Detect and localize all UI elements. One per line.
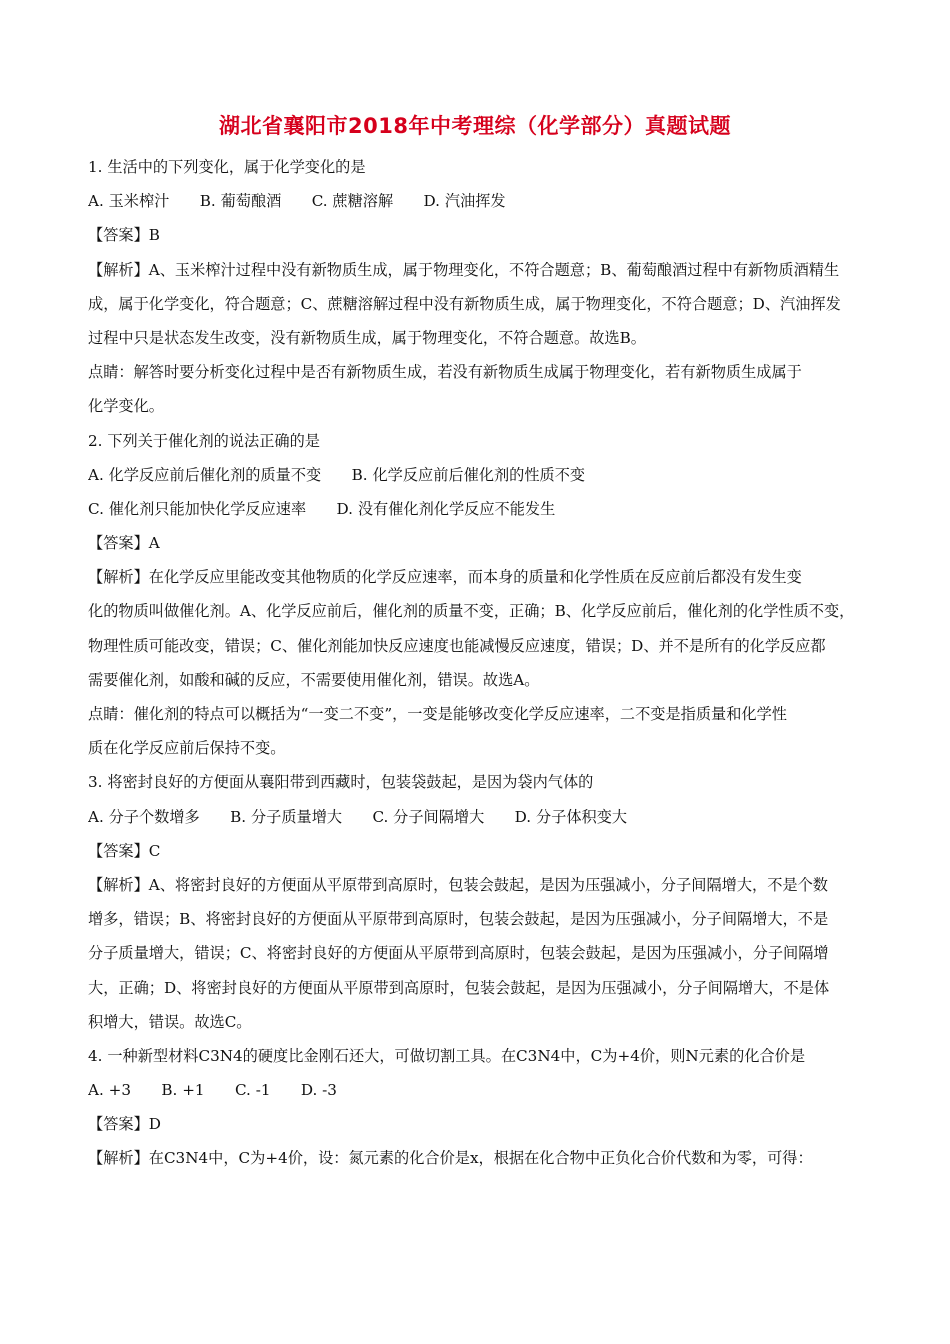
text-line: 【答案】D bbox=[88, 1115, 161, 1134]
text-line: 【答案】A bbox=[88, 534, 160, 553]
text-line: 【答案】C bbox=[88, 841, 161, 860]
text-line: 【解析】A、玉米榨汁过程中没有新物质生成，属于物理变化，不符合题意；B、葡萄酿酒过程中有新物质酒精生 bbox=[88, 260, 840, 279]
text-line: A. 玉米榨汁 B. 葡萄酿酒 C. 蔗糖溶解 D. 汽油挥发 bbox=[88, 192, 506, 211]
text-line: 【答案】B bbox=[88, 226, 160, 245]
text-line: 积增大，错误。故选C。 bbox=[88, 1012, 252, 1031]
text-line: 需要催化剂，如酸和碱的反应，不需要使用催化剂，错误。故选A。 bbox=[88, 670, 540, 689]
text-line: 物理性质可能改变，错误；C、催化剂能加快反应速度也能减慢反应速度，错误；D、并不是所有的化学反应都 bbox=[88, 636, 826, 655]
text-line: 大，正确；D、将密封良好的方便面从平原带到高原时，包装会鼓起，是因为压强减小，分子间隔增大，不是体 bbox=[88, 978, 830, 997]
text-line: A. 分子个数增多 B. 分子质量增大 C. 分子间隔增大 D. 分子体积变大 bbox=[88, 807, 628, 826]
text-line: A. +3 B. +1 C. -1 D. -3 bbox=[88, 1081, 337, 1100]
document-body bbox=[88, 150, 868, 1176]
text-line: 分子质量增大，错误；C、将密封良好的方便面从平原带到高原时，包装会鼓起，是因为压强减小，分子间隔增 bbox=[88, 944, 829, 963]
text-line: 过程中只是状态发生改变，没有新物质生成，属于物理变化，不符合题意。故选B。 bbox=[88, 328, 646, 347]
document-title: 湖北省襄阳市2018年中考理综（化学部分）真题试题 bbox=[219, 114, 731, 138]
text-line: 质在化学反应前后保持不变。 bbox=[88, 739, 286, 758]
text-line: 【解析】A、将密封良好的方便面从平原带到高原时，包装会鼓起，是因为压强减小，分子间隔增大，不是个数 bbox=[88, 875, 828, 894]
text-line: 1. 生活中的下列变化，属于化学变化的是 bbox=[88, 158, 366, 176]
text-line: 【解析】在化学反应里能改变其他物质的化学反应速率，而本身的质量和化学性质在反应前后都没有发生变 bbox=[88, 568, 802, 587]
text-line: 点睛：解答时要分析变化过程中是否有新物质生成，若没有新物质生成属于物理变化，若有新物质生成属于 bbox=[88, 363, 802, 382]
text-line: 化的物质叫做催化剂。A、化学反应前后，催化剂的质量不变，正确；B、化学反应前后，催化剂的化学性质不变， bbox=[88, 602, 855, 621]
text-line: 化学变化。 bbox=[88, 397, 164, 416]
text-line: 增多，错误；B、将密封良好的方便面从平原带到高原时，包装会鼓起，是因为压强减小，分子间隔增大，不是 bbox=[88, 910, 829, 929]
text-line: 点睛：催化剂的特点可以概括为“一变二不变”，一变是能够改变化学反应速率，二不变是指质量和化学性 bbox=[88, 705, 787, 723]
text-line: 3. 将密封良好的方便面从襄阳带到西藏时，包装袋鼓起，是因为袋内气体的 bbox=[88, 773, 594, 792]
text-line: A. 化学反应前后催化剂的质量不变 B. 化学反应前后催化剂的性质不变 bbox=[88, 465, 586, 484]
text-line: 4. 一种新型材料C3N4的硬度比金刚石还大，可做切割工具。在C3N4中，C为+4价，则N元素的化合价是 bbox=[88, 1046, 806, 1065]
text-line: 【解析】在C3N4中，C为+4价，设：氮元素的化合价是x，根据在化合物中正负化合价代数和为零，可得： bbox=[88, 1149, 813, 1168]
text-line: 2. 下列关于催化剂的说法正确的是 bbox=[88, 431, 320, 450]
text-line: 成，属于化学变化，符合题意；C、蔗糖溶解过程中没有新物质生成，属于物理变化，不符合题意；D、汽油挥发 bbox=[88, 294, 841, 313]
text-line: C. 催化剂只能加快化学反应速率 D. 没有催化剂化学反应不能发生 bbox=[88, 499, 556, 518]
